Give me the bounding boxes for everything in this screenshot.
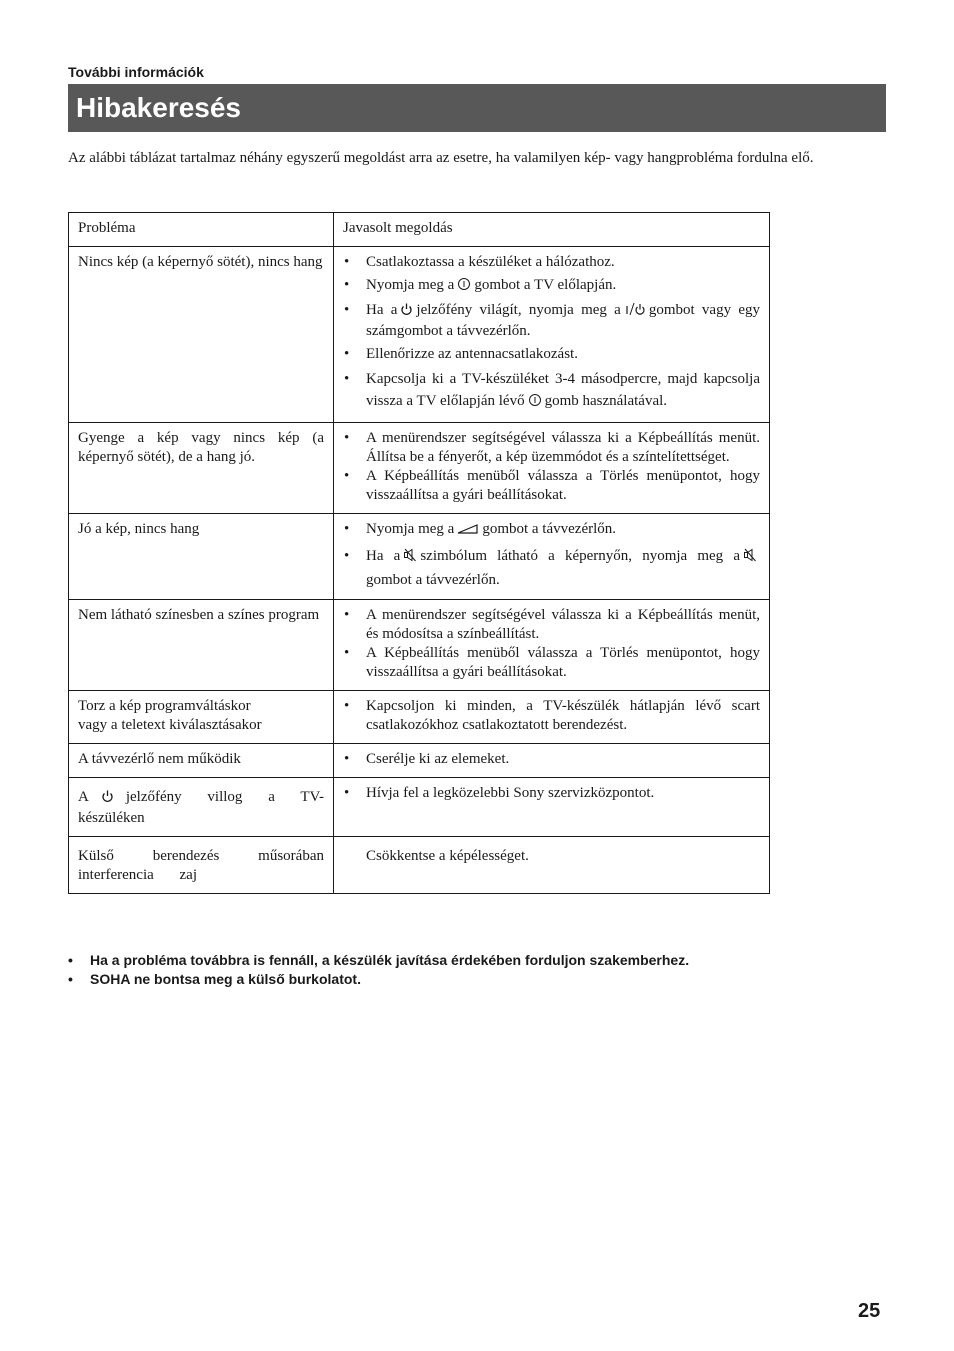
note-item: • Ha a probléma továbbra is fennáll, a készülék javítása érdekében forduljon szakemberhez. bbox=[68, 951, 886, 970]
table-row bbox=[69, 744, 770, 778]
solution-list bbox=[343, 520, 760, 591]
intro-paragraph: Az alábbi táblázat tartalmaz néhány egyszerű megoldást arra az esetre, ha valamilyen kép- vagy hangprobléma fordulna elő. bbox=[68, 150, 814, 166]
solution-text: A Képbeállítás menüből válassza a Törlés menüpontot, hogy visszaállítsa a gyári beállításokat. bbox=[366, 468, 760, 503]
solution-text: Csökkentse a képélességet. bbox=[366, 848, 529, 864]
list-item bbox=[343, 253, 760, 272]
table-row bbox=[69, 514, 770, 600]
solution-text: A menürendszer segítségével válassza ki a Képbeállítás menüt. Állítsa be a fényerőt, a kép üzemmódot és a színtelítettséget. bbox=[366, 430, 760, 465]
power-standby-icon bbox=[624, 302, 646, 322]
solution-cell bbox=[334, 600, 770, 691]
solution-text: jelzőfény világít, nyomja meg a bbox=[416, 302, 621, 318]
power-button-icon bbox=[457, 277, 471, 297]
problem-text-part: A bbox=[78, 789, 89, 805]
mute-icon bbox=[743, 547, 757, 569]
list-item bbox=[343, 301, 760, 341]
solution-text: szimbólum látható a képernyőn, nyomja meg a bbox=[420, 548, 740, 564]
list-item bbox=[343, 467, 760, 505]
solution-list bbox=[343, 253, 760, 414]
list-item bbox=[343, 276, 760, 297]
problem-cell: Gyenge a kép vagy nincs kép (a képernyő sötét), de a hang jó. bbox=[69, 423, 334, 514]
list-item bbox=[343, 606, 760, 644]
problem-cell: Nem látható színesben a színes program bbox=[69, 600, 334, 691]
title-bar bbox=[68, 84, 886, 132]
mute-icon bbox=[403, 547, 417, 569]
section-label: További információk bbox=[68, 64, 204, 80]
problem-cell bbox=[69, 837, 334, 894]
solution-text: gombot a távvezérlőn. bbox=[482, 521, 617, 537]
table-row bbox=[69, 691, 770, 744]
solution-text: gomb használatával. bbox=[544, 393, 668, 409]
table-row bbox=[69, 423, 770, 514]
problem-cell: A távvezérlő nem működik bbox=[69, 744, 334, 778]
solution-text: Hívja fel a legközelebbi Sony szervizközpontot. bbox=[366, 785, 655, 801]
solution-text: Ha a bbox=[366, 302, 398, 318]
solution-text: gombot vagy egy számgombot a távvezérlőn. bbox=[366, 302, 761, 339]
solution-text: gombot a TV előlapján. bbox=[474, 277, 617, 293]
list-item bbox=[343, 429, 760, 467]
troubleshooting-table bbox=[68, 212, 770, 894]
solution-text: Ha a bbox=[366, 548, 401, 564]
header-problem: Probléma bbox=[69, 213, 334, 247]
solution-text: A Képbeállítás menüből válassza a Törlés menüpontot, hogy visszaállítsa a gyári beállításokat. bbox=[366, 645, 760, 680]
table-row bbox=[69, 837, 770, 894]
table-row bbox=[69, 600, 770, 691]
problem-cell bbox=[69, 691, 334, 744]
solution-cell bbox=[334, 744, 770, 778]
list-item bbox=[343, 644, 760, 682]
power-button-icon bbox=[528, 392, 542, 414]
header-solution: Javasolt megoldás bbox=[334, 213, 770, 247]
solution-text: Csatlakoztassa a készüléket a hálózathoz. bbox=[366, 254, 615, 270]
solution-list bbox=[343, 606, 760, 682]
solution-text: Kapcsoljon ki minden, a TV-készülék hátlapján lévő scart csatlakozókhoz csatlakoztatott berendezést. bbox=[366, 698, 760, 733]
page-number: 25 bbox=[858, 1300, 881, 1322]
solution-list bbox=[343, 750, 760, 769]
standby-icon bbox=[101, 789, 114, 809]
table-row bbox=[69, 247, 770, 423]
list-item bbox=[343, 784, 760, 803]
problem-text bbox=[78, 788, 324, 828]
solution-cell bbox=[334, 778, 770, 837]
volume-icon bbox=[457, 522, 479, 541]
solution-cell bbox=[334, 247, 770, 423]
notes-list bbox=[68, 951, 886, 989]
list-item bbox=[343, 545, 760, 591]
table-header-row bbox=[69, 213, 770, 247]
problem-text: Külső berendezés műsorában interferencia zaj bbox=[78, 848, 324, 883]
solution-cell bbox=[334, 691, 770, 744]
list-item bbox=[343, 847, 760, 866]
list-item bbox=[343, 750, 760, 769]
problem-text-part: jelzőfény villog a TV-készüléken bbox=[78, 789, 324, 826]
table-row bbox=[69, 778, 770, 837]
list-item bbox=[343, 520, 760, 541]
solution-text: Cserélje ki az elemeket. bbox=[366, 751, 510, 767]
problem-cell bbox=[69, 778, 334, 837]
problem-cell: Jó a kép, nincs hang bbox=[69, 514, 334, 600]
solution-text: Nyomja meg a bbox=[366, 277, 455, 293]
solution-cell bbox=[334, 837, 770, 894]
problem-line: vagy a teletext kiválasztásakor bbox=[78, 717, 262, 733]
page-title: Hibakeresés bbox=[76, 92, 242, 123]
list-item bbox=[343, 368, 760, 414]
solution-list bbox=[343, 697, 760, 735]
solution-text: gombot a távvezérlőn. bbox=[366, 572, 500, 588]
solution-list bbox=[343, 847, 760, 866]
solution-list bbox=[343, 784, 760, 803]
list-item bbox=[343, 697, 760, 735]
problem-line: Torz a kép programváltáskor bbox=[78, 698, 251, 714]
problem-cell: Nincs kép (a képernyő sötét), nincs hang bbox=[69, 247, 334, 423]
solution-list bbox=[343, 429, 760, 505]
solution-cell bbox=[334, 423, 770, 514]
list-item bbox=[343, 345, 760, 364]
solution-text: Kapcsolja ki a TV-készüléket 3-4 másodpercre, majd kapcsolja vissza a TV előlapján lévő bbox=[366, 371, 760, 409]
solution-text: Nyomja meg a bbox=[366, 521, 455, 537]
solution-cell bbox=[334, 514, 770, 600]
solution-text: A menürendszer segítségével válassza ki a Képbeállítás menüt, és módosítsa a színbeállítást. bbox=[366, 607, 760, 642]
note-item: • SOHA ne bontsa meg a külső burkolatot. bbox=[68, 970, 886, 989]
standby-icon bbox=[400, 302, 413, 322]
solution-text: Ellenőrizze az antennacsatlakozást. bbox=[366, 346, 578, 362]
